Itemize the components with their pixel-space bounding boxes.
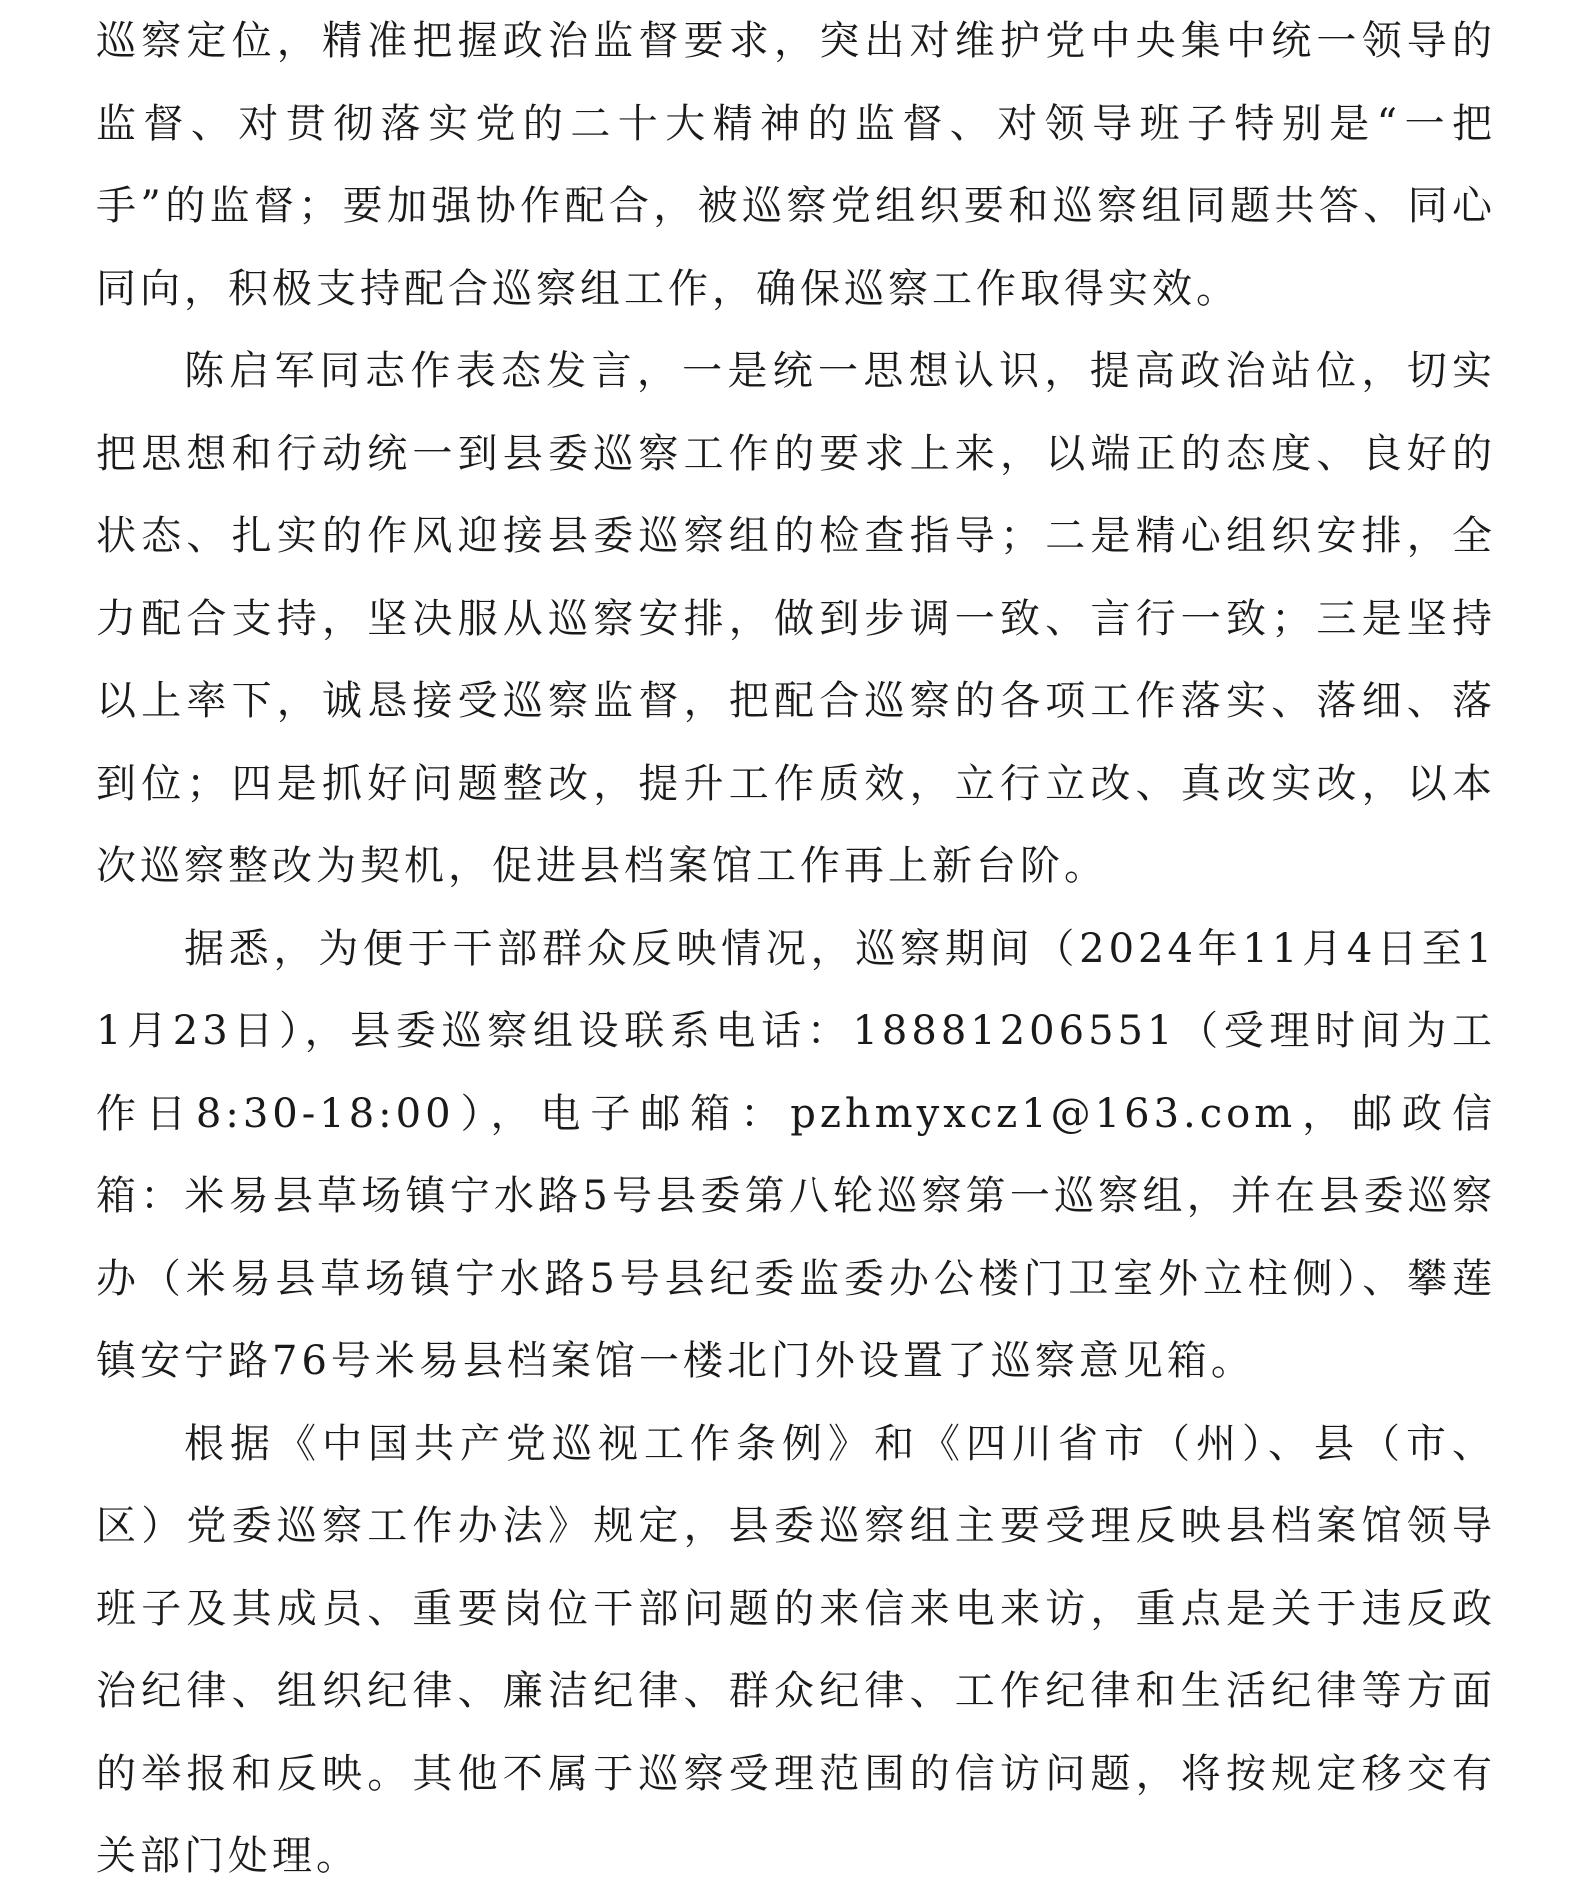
document-body xyxy=(96,0,1496,1898)
paragraph-chen-qijun-statement: 陈启军同志作表态发言，一是统一思想认识，提高政治站位，切实把思想和行动统一到县委巡察工作的要求上来，以端正的态度、良好的状态、扎实的作风迎接县委巡察组的检查指导；二是精心组织安排，全力配合支持，坚决服从巡察安排，做到步调一致、言行一致；三是坚持以上率下，诚恳接受巡察监督，把配合巡察的各项工作落实、落细、落到位；四是抓好问题整改，提升工作质效，立行立改、真改实改，以本次巡察整改为契机，促进县档案馆工作再上新台阶。 xyxy=(96,348,1496,889)
paragraph-regulation-scope: 根据《中国共产党巡视工作条例》和《四川省市（州）、县（市、区）党委巡察工作办法》规定，县委巡察组主要受理反映县档案馆领导班子及其成员、重要岗位干部问题的来信来电来访，重点是关于违反政治纪律、组织纪律、廉洁纪律、群众纪律、工作纪律和生活纪律等方面的举报和反映。其他不属于巡察受理范围的信访问题，将按规定移交有关部门处理。 xyxy=(96,1420,1496,1879)
paragraph-contact-information: 据悉，为便于干部群众反映情况，巡察期间（2024年11月4日至11月23日），县委巡察组设联系电话：18881206551（受理时间为工作日8:30-18:00），电子邮箱：pzhmyxcz1@163.com，邮政信箱：米易县草场镇宁水路5号县委第八轮巡察第一巡察组，并在县委巡察办（米易县草场镇宁水路5号县纪委监委办公楼门卫室外立柱侧）、攀莲镇安宁路76号米易县档案馆一楼北门外设置了巡察意见箱。 xyxy=(96,925,1496,1384)
paragraph-inspection-positioning: 巡察定位，精准把握政治监督要求，突出对维护党中央集中统一领导的监督、对贯彻落实党的二十大精神的监督、对领导班子特别是“一把手”的监督；要加强协作配合，被巡察党组织要和巡察组同题共答、同心同向，积极支持配合巡察组工作，确保巡察工作取得实效。 xyxy=(96,18,1496,312)
